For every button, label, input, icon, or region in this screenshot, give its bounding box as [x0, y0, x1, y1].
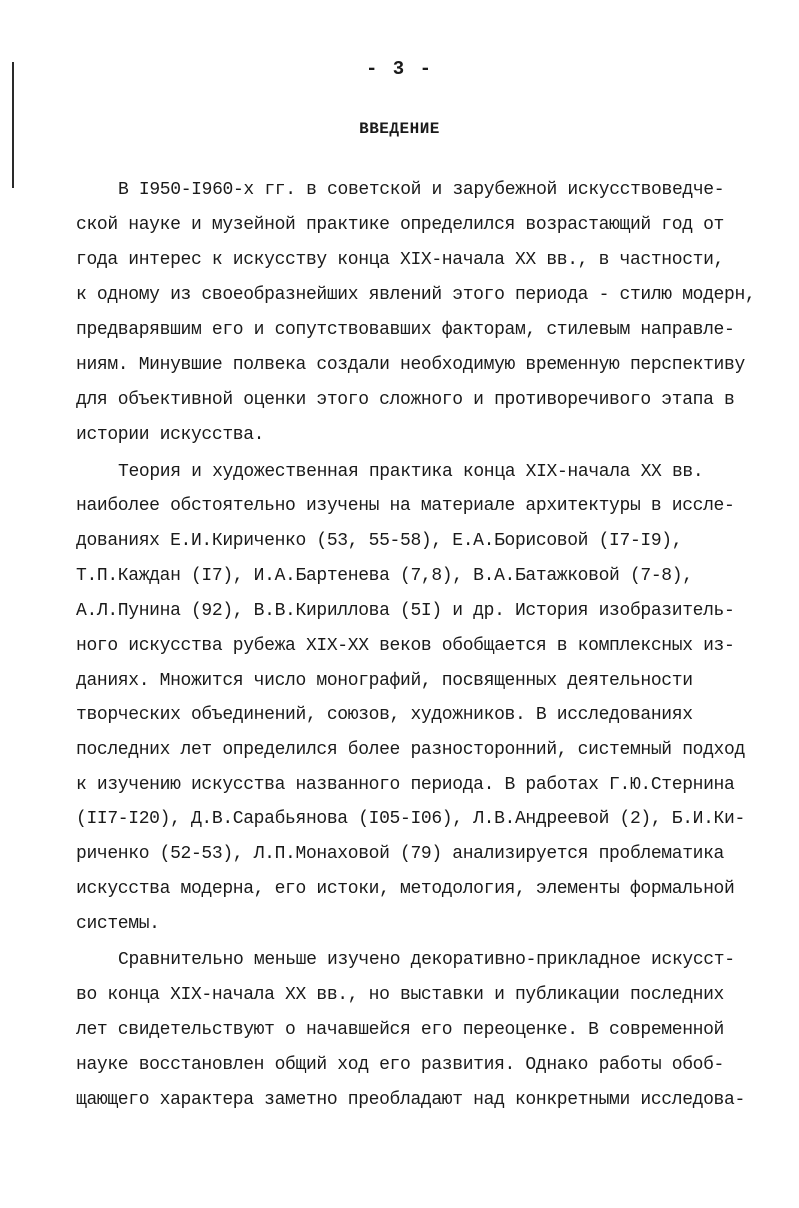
paragraph-1-line-3: года интерес к искусству конца XIX-начала XX вв., в частности,	[76, 250, 725, 270]
paragraph-2-line-13: искусства модерна, его истоки, методология, элементы формальной	[76, 879, 735, 899]
paragraph-2-line-10: к изучению искусства названного периода. В работах Г.Ю.Стернина	[76, 775, 735, 795]
paragraph-3-line-2: во конца XIX-начала XX вв., но выставки и публикации последних	[76, 985, 725, 1005]
paragraph-2-line-3: дованиях Е.И.Кириченко (53, 55-58), Е.А.Борисовой (I7-I9),	[76, 531, 683, 551]
page-number: - 3 -	[365, 58, 433, 80]
paragraph-3-line-4: науке восстановлен общий ход его развития. Однако работы обоб-	[76, 1055, 725, 1075]
paragraph-3-line-3: лет свидетельствуют о начавшейся его переоценке. В современной	[76, 1020, 725, 1040]
paragraph-1-line-6: ниям. Минувшие полвека создали необходимую временную перспективу	[76, 355, 745, 375]
paragraph-1-line-2: ской науке и музейной практике определился возрастающий год от	[76, 215, 725, 235]
paragraph-2-line-4: Т.П.Каждан (I7), И.А.Бартенева (7,8), В.А.Батажковой (7-8),	[76, 566, 693, 586]
paragraph-1-line-4: к одному из своеобразнейших явлений этого периода - стилю модерн,	[76, 285, 756, 305]
page-title: ВВЕДЕНИЕ	[359, 120, 440, 138]
paragraph-2-line-8: творческих объединений, союзов, художников. В исследованиях	[76, 705, 693, 725]
paragraph-2-line-7: даниях. Множится число монографий, посвященных деятельности	[76, 671, 693, 691]
paragraph-2-line-1: Теория и художественная практика конца XIX-начала XX вв.	[118, 462, 704, 482]
paragraph-1-line-1: В I950-I960-х гг. в советской и зарубежной искусствоведче-	[118, 180, 725, 200]
paragraph-2-line-2: наиболее обстоятельно изучены на материале архитектуры в иссле-	[76, 496, 735, 516]
paragraph-1-line-5: предварявшим его и сопутствовавших факторам, стилевым направле-	[76, 320, 735, 340]
paragraph-2-line-11: (II7-I20), Д.В.Сарабьянова (I05-I06), Л.В.Андреевой (2), Б.И.Ки-	[76, 809, 745, 829]
paragraph-1-line-7: для объективной оценки этого сложного и противоречивого этапа в	[76, 390, 735, 410]
paragraph-3-line-1: Сравнительно меньше изучено декоративно-прикладное искусст-	[118, 950, 735, 970]
paragraph-2-line-6: ного искусства рубежа XIX-XX веков обобщается в комплексных из-	[76, 636, 735, 656]
paragraph-2-line-5: А.Л.Пунина (92), В.В.Кириллова (5I) и др. История изобразитель-	[76, 601, 735, 621]
paragraph-2-line-9: последних лет определился более разносторонний, системный подход	[76, 740, 745, 760]
paragraph-2-line-14: системы.	[76, 914, 160, 934]
paragraph-2-line-12: риченко (52-53), Л.П.Монаховой (79) анализируется проблематика	[76, 844, 725, 864]
paragraph-3-line-5: щающего характера заметно преобладают над конкретными исследова-	[76, 1090, 745, 1110]
paragraph-1-line-8: истории искусства.	[76, 425, 265, 445]
